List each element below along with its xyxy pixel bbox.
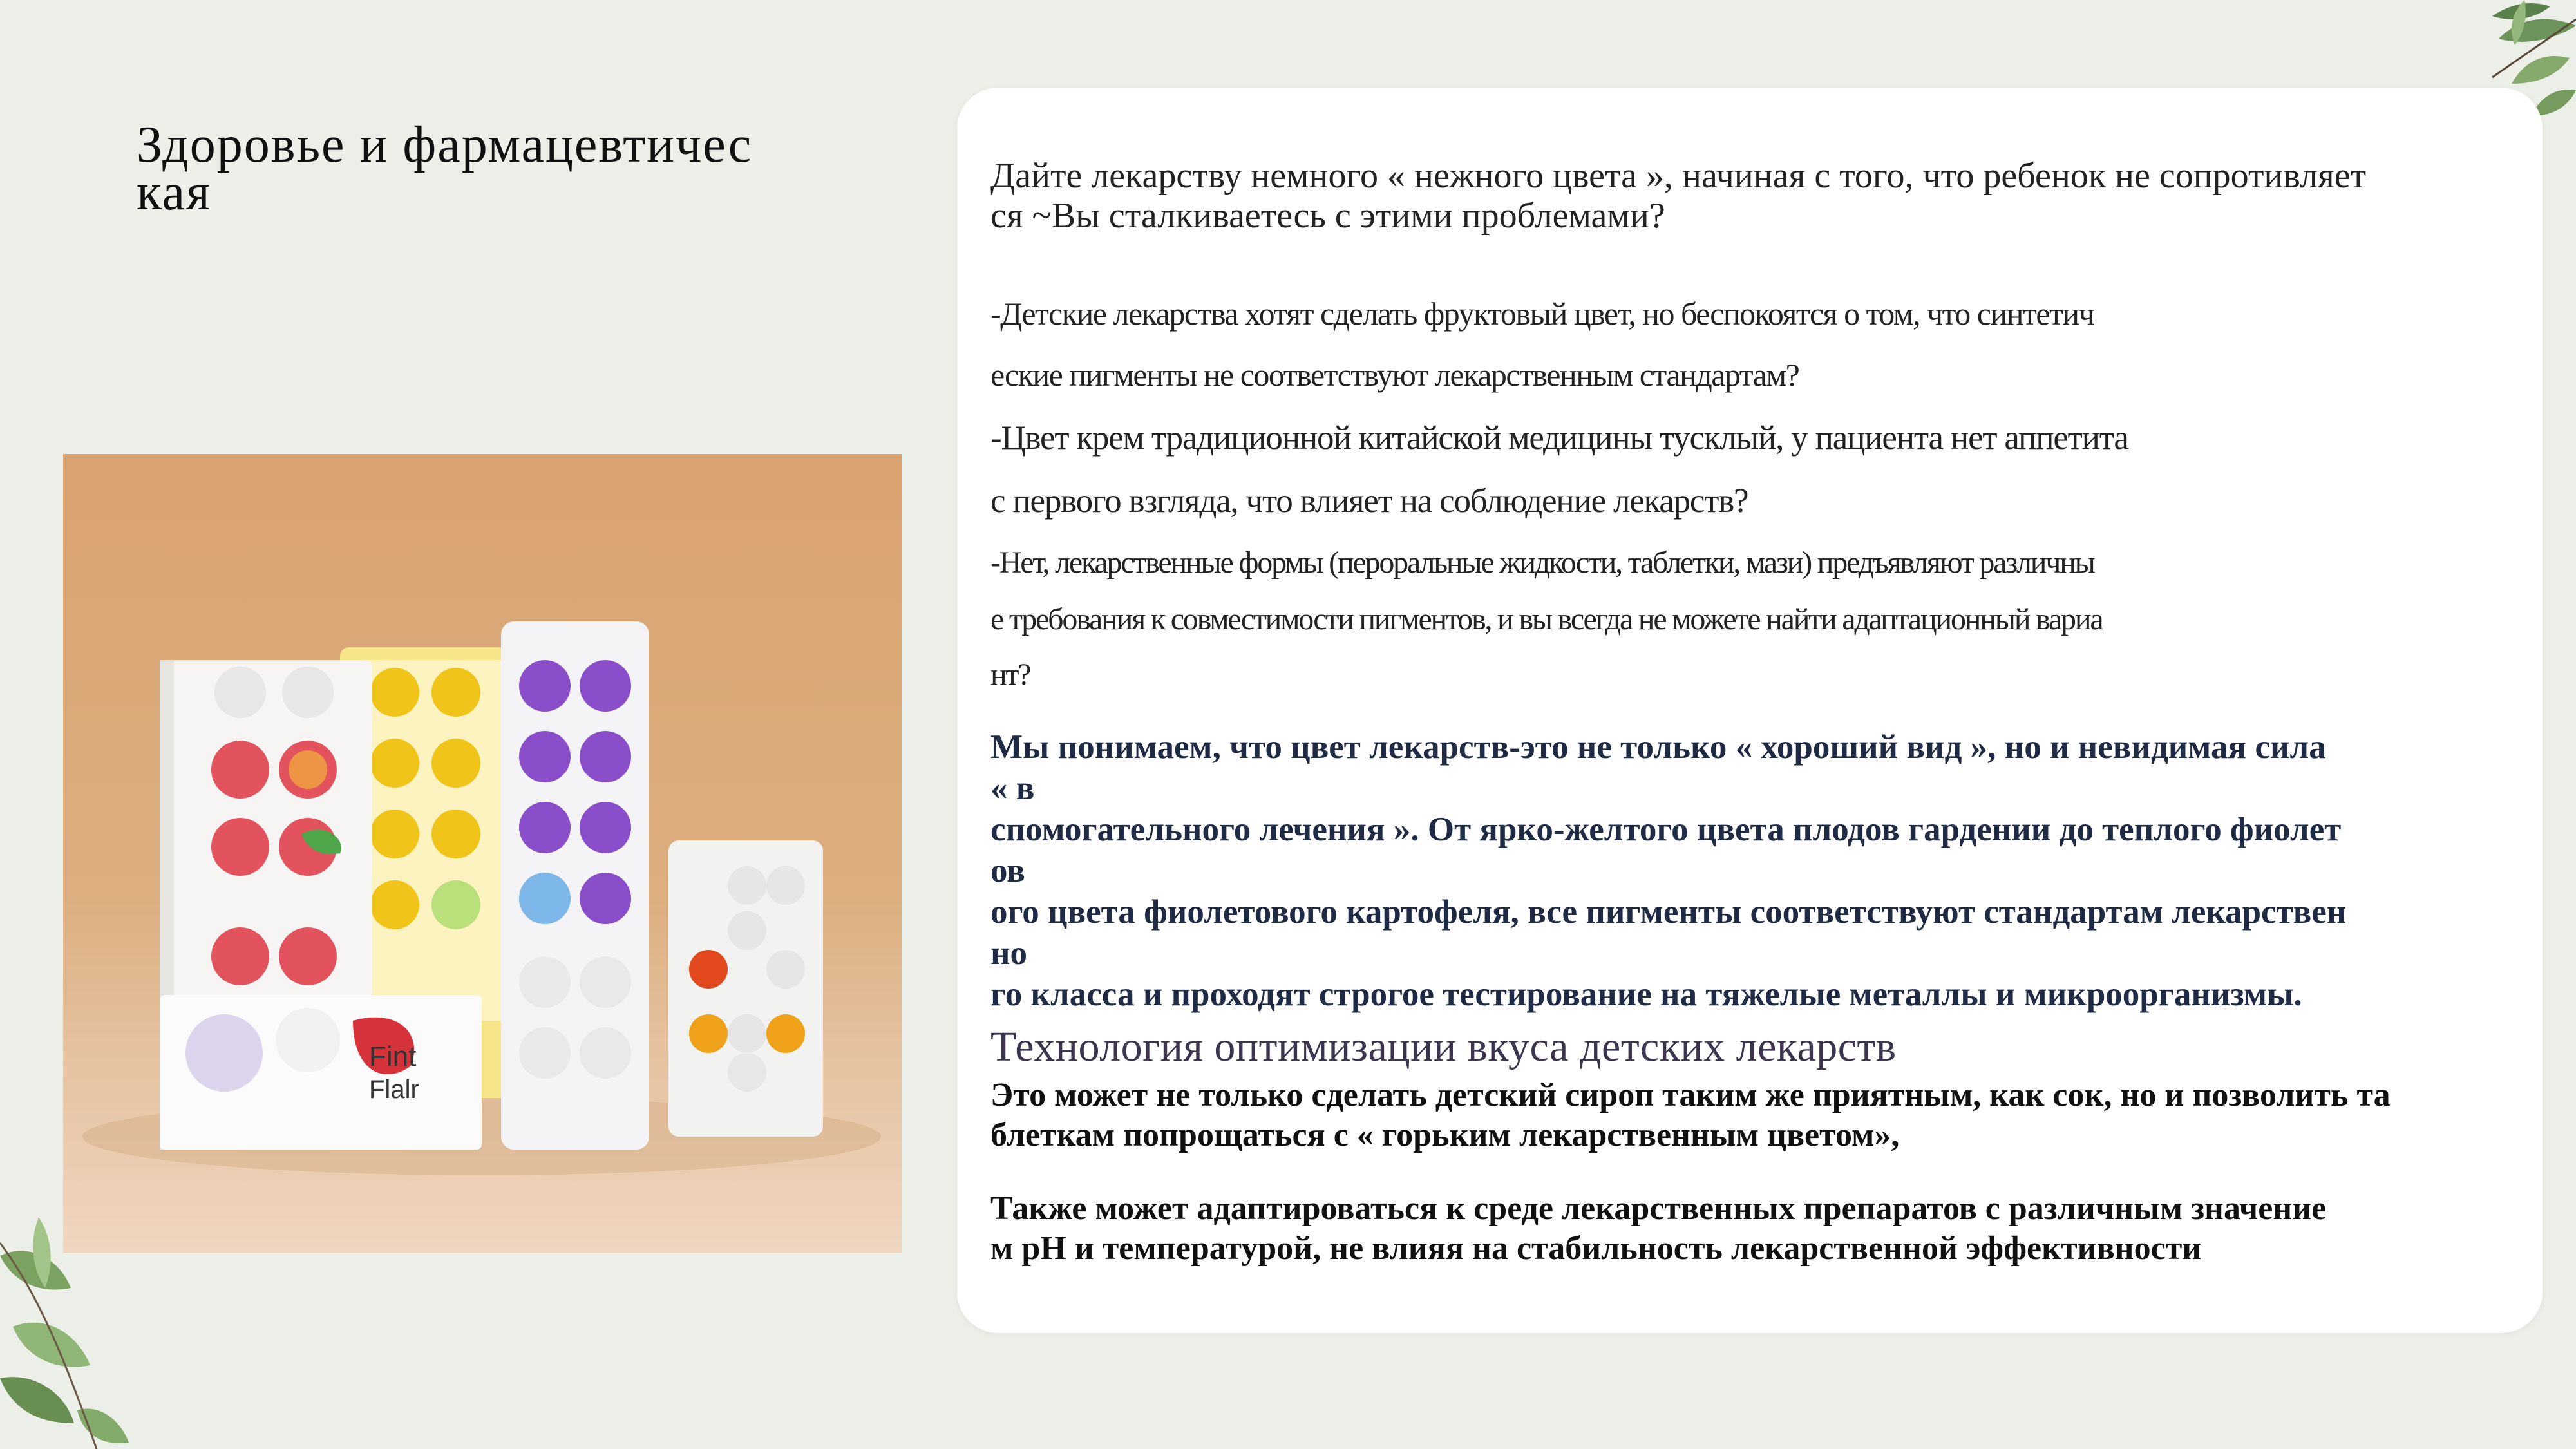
solution-line: го класса и проходят строгое тестирование на тяжелые металлы и микроорганизмы.: [990, 976, 2302, 1013]
slide-title: [137, 117, 845, 221]
solution-line: спомогательного лечения ». От ярко-желтого цвета плодов гардении до теплого фиолет: [990, 811, 2342, 848]
solution-line: « в: [990, 770, 1035, 807]
intro-line: Дайте лекарству немного « нежного цвета », начиная с того, что ребенок не сопротивляет: [990, 156, 2367, 196]
solution-line: ого цвета фиолетового картофеля, все пигменты соответствуют стандартам лекарствен: [990, 893, 2347, 931]
package-label: Fint: [369, 1041, 417, 1072]
solution-line: ов: [990, 852, 1025, 889]
stability-line: Также может адаптироваться к среде лекарственных препаратов с различным значение: [990, 1190, 2327, 1227]
question-line: с первого взгляда, что влияет на соблюдение лекарств?: [990, 482, 1748, 520]
question-line: е требования к совместимости пигментов, и вы всегда не можете найти адаптационный вариа: [990, 602, 2103, 636]
question-line: нт?: [990, 658, 1030, 692]
taste-paragraph: [990, 1075, 2391, 1155]
title-line: Здоровье и фармацевтичес: [137, 117, 753, 173]
solution-paragraph: [990, 726, 2346, 1015]
question-line: -Цвет крем традиционной китайской медицины тусклый, у пациента нет аппетита: [990, 419, 2128, 457]
question-line: -Нет, лекарственные формы (пероральные жидкости, таблетки, мази) предъявляют различны: [990, 545, 2094, 580]
stability-paragraph: [990, 1189, 2326, 1269]
intro-line: ся ~Вы сталкиваетесь с этими проблемами?: [990, 196, 1665, 236]
taste-line: блеткам попрощаться с « горьким лекарственным цветом»,: [990, 1117, 1900, 1153]
question-line: -Детские лекарства хотят сделать фруктовый цвет, но беспокоятся о том, что синтетич: [990, 296, 2094, 332]
blister-packs-illustration: [63, 454, 902, 1253]
solution-line: но: [990, 934, 1028, 972]
medicine-packages-photo: [63, 454, 902, 1253]
question-line: еские пигменты не соответствуют лекарственным стандартам?: [990, 357, 1799, 393]
intro-text: [990, 156, 2366, 236]
solution-line: Мы понимаем, что цвет лекарств-это не только « хороший вид », но и невидимая сила: [990, 728, 2326, 766]
taste-line: Это может не только сделать детский сироп таким же приятным, как сок, но и позволить та: [990, 1077, 2391, 1113]
stability-line: м pH и температурой, не влияя на стабильность лекарственной эффективности: [990, 1230, 2202, 1267]
package-label: Flalr: [369, 1075, 419, 1104]
title-line: кая: [137, 164, 211, 221]
taste-technology-heading: Технология оптимизации вкуса детских лекарств: [990, 1023, 1897, 1070]
